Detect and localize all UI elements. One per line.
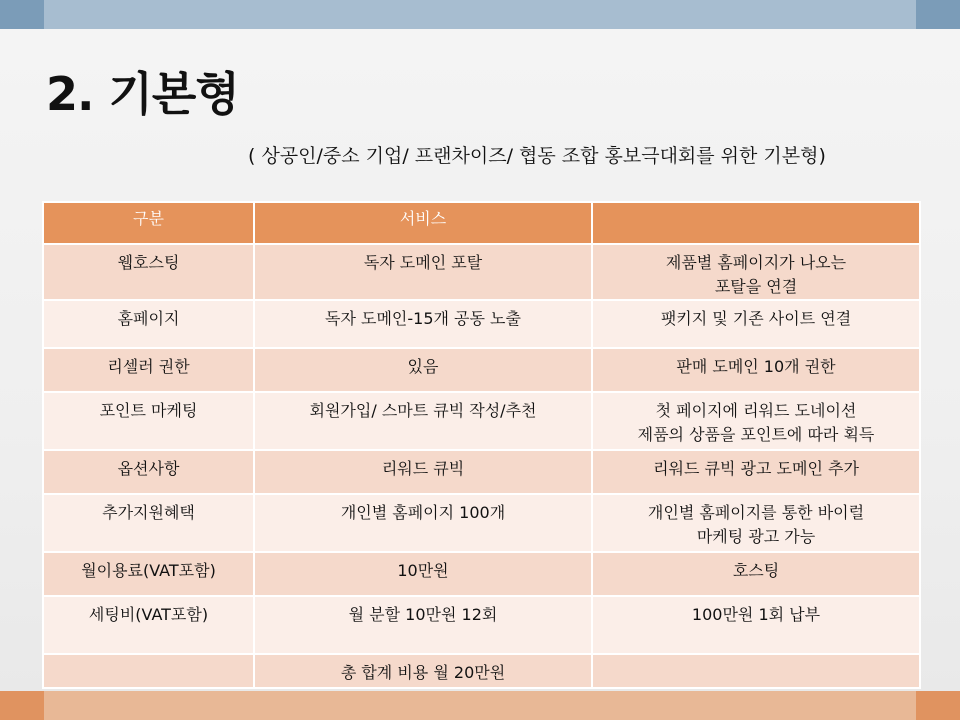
table-header-row	[43, 202, 920, 244]
row-details-line1: 리워드 큐빅 광고 도메인 추가	[653, 459, 859, 478]
row-details-line1: 호스팅	[732, 561, 780, 580]
row-details	[592, 392, 920, 450]
row-category: 세팅비(VAT포함)	[43, 596, 254, 654]
row-service: 리워드 큐빅	[254, 450, 592, 494]
row-category: 웹호스팅	[43, 244, 254, 300]
row-category: 추가지원혜택	[43, 494, 254, 552]
table-row	[43, 348, 920, 392]
row-category: 리셀러 권한	[43, 348, 254, 392]
header-details	[592, 202, 920, 244]
row-details	[592, 348, 920, 392]
row-category	[43, 654, 254, 688]
row-details-line1: 판매 도메인 10개 권한	[676, 357, 836, 376]
row-service: 독자 도메인-15개 공동 노출	[254, 300, 592, 348]
row-service: 총 합계 비용 월 20만원	[254, 654, 592, 688]
top-band-left-accent	[0, 0, 44, 29]
row-details-line1: 개인별 홈페이지를 통한 바이럴	[647, 503, 865, 522]
table-row	[43, 392, 920, 450]
row-category: 홈페이지	[43, 300, 254, 348]
table-row	[43, 494, 920, 552]
row-category: 옵션사항	[43, 450, 254, 494]
table-row	[43, 450, 920, 494]
row-details	[592, 596, 920, 654]
row-details-line1: 제품별 홈페이지가 나오는	[665, 253, 847, 272]
slide-subtitle: ( 상공인/중소 기업/ 프랜차이즈/ 협동 조합 홍보극대회를 위한 기본형)	[248, 145, 826, 167]
top-band-right-accent	[916, 0, 960, 29]
table-row	[43, 552, 920, 596]
row-service: 독자 도메인 포탈	[254, 244, 592, 300]
slide-title: 2. 기본형	[46, 67, 239, 121]
row-service: 월 분할 10만원 12회	[254, 596, 592, 654]
table-row	[43, 596, 920, 654]
row-details	[592, 552, 920, 596]
table-row	[43, 244, 920, 300]
row-details	[592, 450, 920, 494]
bottom-band-left-accent	[0, 691, 44, 720]
row-details-line2: 제품의 상품을 포인트에 따라 획득	[637, 425, 875, 444]
row-details	[592, 654, 920, 688]
service-table	[42, 201, 921, 689]
row-category: 월이용료(VAT포함)	[43, 552, 254, 596]
row-details	[592, 494, 920, 552]
bottom-decorative-band	[0, 691, 960, 720]
row-details	[592, 244, 920, 300]
row-details	[592, 300, 920, 348]
row-service: 있음	[254, 348, 592, 392]
table-row	[43, 654, 920, 688]
row-details-line1: 팻키지 및 기존 사이트 연결	[660, 309, 852, 328]
row-details-line1: 첫 페이지에 리워드 도네이션	[655, 401, 857, 420]
header-category: 구분	[43, 202, 254, 244]
top-decorative-band	[0, 0, 960, 29]
row-service: 개인별 홈페이지 100개	[254, 494, 592, 552]
table-row	[43, 300, 920, 348]
row-service: 회원가입/ 스마트 큐빅 작성/추천	[254, 392, 592, 450]
row-service: 10만원	[254, 552, 592, 596]
row-category: 포인트 마케팅	[43, 392, 254, 450]
row-details-line1: 100만원 1회 납부	[691, 605, 821, 624]
header-service: 서비스	[254, 202, 592, 244]
row-details-line2: 포탈을 연결	[714, 277, 798, 296]
bottom-band-right-accent	[916, 691, 960, 720]
row-details-line2: 마케팅 광고 가능	[696, 527, 816, 546]
